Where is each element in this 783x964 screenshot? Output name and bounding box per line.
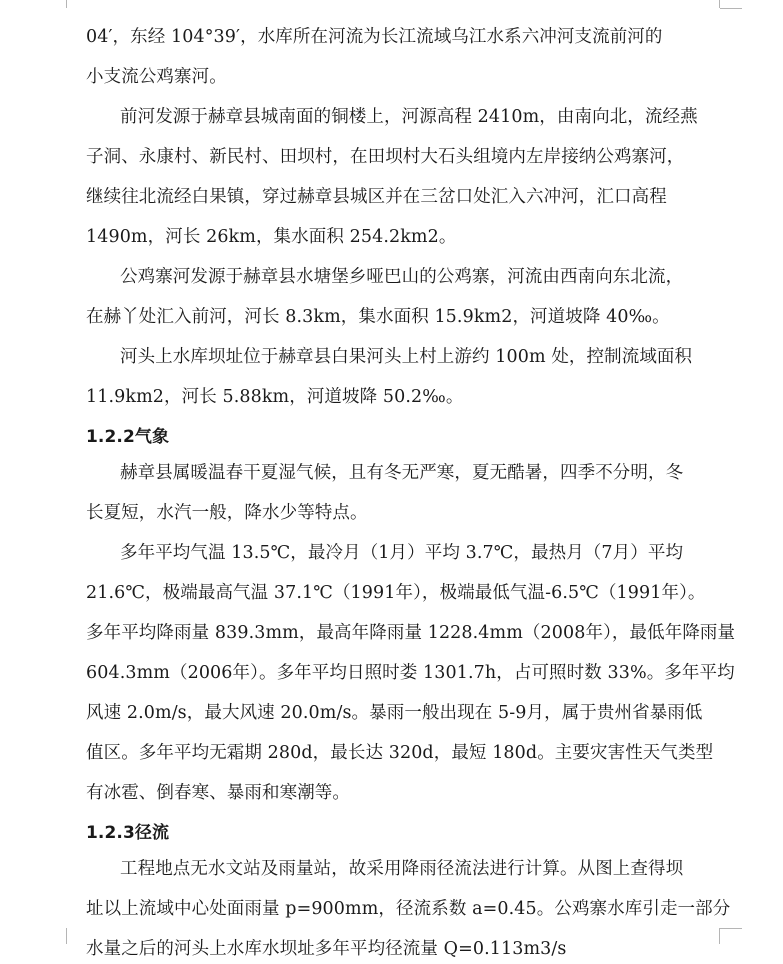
paragraph-line: 11.9km2，河长 5.88km，河道坡降 50.2‰。: [86, 387, 464, 407]
paragraph-line: 长夏短，水汽一般，降水少等特点。: [86, 503, 368, 523]
crop-mark-bottom-right-vertical: [719, 928, 720, 944]
paragraph-line-partial: 水量之后的河头上水库水坝址多年平均径流量 Q=0.113m3/s: [86, 939, 567, 959]
paragraph-line: 子洞、永康村、新民村、田坝村，在田坝村大石头组境内左岸接纳公鸡寨河，: [86, 147, 685, 167]
crop-mark-bottom-left: [66, 928, 67, 944]
paragraph-line: 21.6℃，极端最高气温 37.1℃（1991年），极端最低气温-6.5℃（1991年）。: [86, 583, 706, 603]
paragraph-line: 河头上水库坝址位于赫章县白果河头上村上游约 100m 处，控制流域面积: [120, 347, 693, 367]
paragraph-line: 604.3mm（2006年）。多年平均日照时娄 1301.7h，占可照时数 33%。多年平均: [86, 663, 735, 683]
crop-mark-top-right-vertical: [719, 0, 720, 8]
paragraph-line: 风速 2.0m/s，最大风速 20.0m/s。暴雨一般出现在 5-9月，属于贵州省暴雨低: [86, 703, 703, 723]
paragraph-line: 公鸡寨河发源于赫章县水塘堡乡哑巴山的公鸡寨，河流由西南向东北流，: [120, 267, 684, 287]
paragraph-line: 继续往北流经白果镇，穿过赫章县城区并在三岔口处汇入六冲河，汇口高程: [86, 187, 667, 207]
crop-mark-top-right-horizontal: [720, 8, 742, 9]
paragraph-line: 前河发源于赫章县城南面的铜楼上，河源高程 2410m，由南向北，流经燕: [120, 107, 698, 127]
paragraph-line: 有冰雹、倒春寒、暴雨和寒潮等。: [86, 783, 350, 803]
paragraph-line: 工程地点无水文站及雨量站，故采用降雨径流法进行计算。从图上查得坝: [120, 859, 684, 879]
paragraph-line: 小支流公鸡寨河。: [86, 67, 227, 87]
paragraph-line: 多年平均气温 13.5℃，最冷月（1月）平均 3.7℃，最热月（7月）平均: [120, 543, 684, 563]
paragraph-line: 04′，东经 104°39′，水库所在河流为长江流域乌江水系六冲河支流前河的: [86, 27, 663, 47]
section-heading-climate: 1.2.2气象: [86, 427, 170, 447]
paragraph-line: 值区。多年平均无霜期 280d，最长达 320d，最短 180d。主要灾害性天气类型: [86, 743, 714, 763]
paragraph-line: 址以上流域中心处面雨量 p=900mm，径流系数 a=0.45。公鸡寨水库引走一部分: [86, 899, 731, 919]
section-heading-runoff: 1.2.3径流: [86, 823, 170, 843]
document-body: [86, 22, 736, 959]
paragraph-line: 赫章县属暖温春干夏湿气候，且有冬无严寒，夏无酷暑，四季不分明，冬: [120, 463, 684, 483]
crop-mark-top-left: [66, 0, 67, 8]
paragraph-line: 1490m，河长 26km，集水面积 254.2km2。: [86, 227, 457, 247]
crop-mark-bottom-right-horizontal: [720, 928, 742, 929]
paragraph-line: 多年平均降雨量 839.3mm，最高年降雨量 1228.4mm（2008年），最低年降雨量: [86, 623, 736, 643]
paragraph-line: 在赫丫处汇入前河，河长 8.3km，集水面积 15.9km2，河道坡降 40‰。: [86, 307, 670, 327]
